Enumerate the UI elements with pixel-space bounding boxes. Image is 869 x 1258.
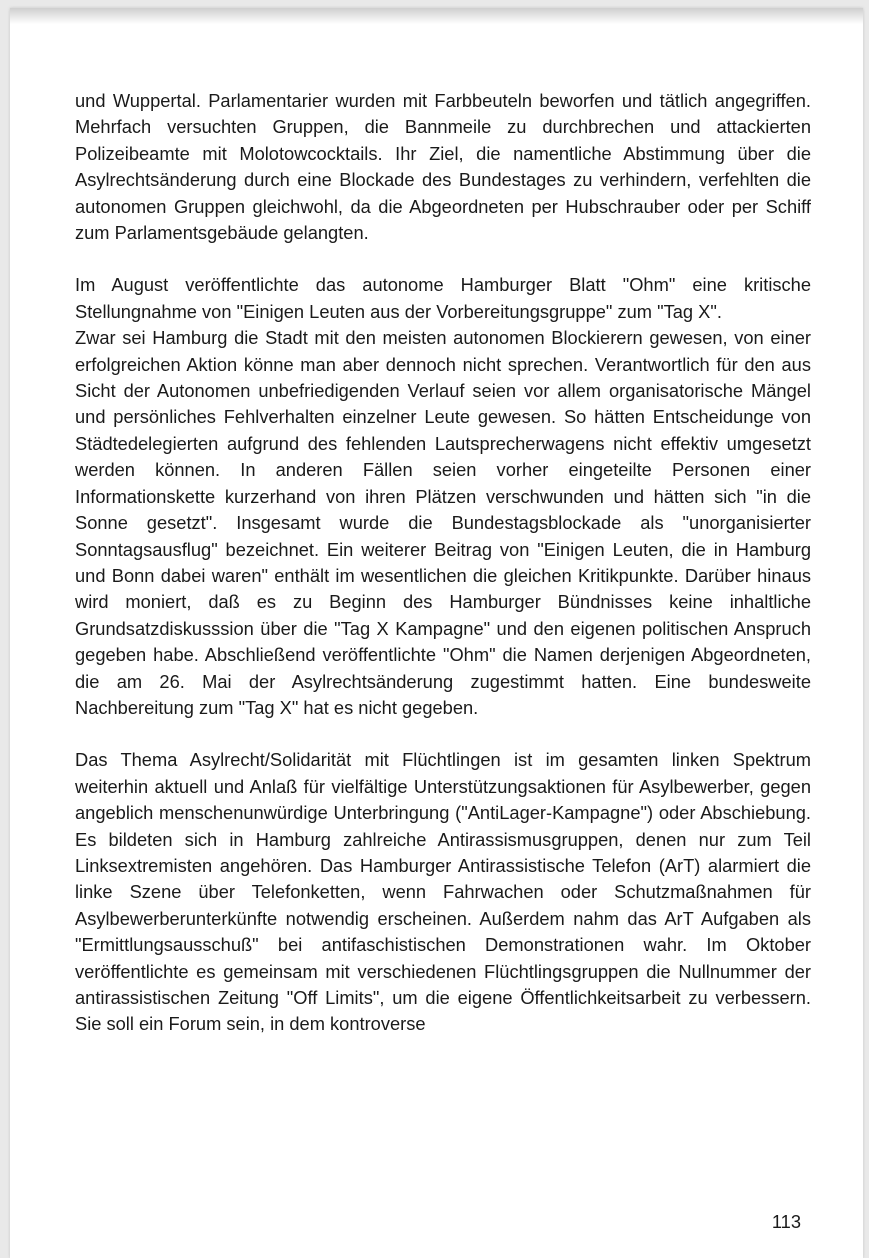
- page-number: 113: [771, 1211, 801, 1232]
- scan-edge-shadow: [10, 8, 863, 24]
- paragraph-2: Im August veröffentlichte das autonome Hamburger Blatt "Ohm" eine kritische Stellungnahme von "Einigen Leuten aus der Vorbereitungsgruppe" zum "Tag X".: [75, 274, 811, 322]
- body-text: [75, 88, 811, 1038]
- document-page: [10, 8, 863, 1258]
- paragraph-3: Zwar sei Hamburg die Stadt mit den meisten autonomen Blockierern gewesen, von einer erfolgreichen Aktion könne man aber dennoch nicht sprechen. Verantwortlich für den aus Sicht der Autonomen unbefriedigenden Verlauf seien vor allem organisatorische Mängel und persönliches Fehlverhalten einzelner Leute gewesen. So hätten Entscheidunge von Städtedelegierten aufgrund des fehlenden Lautsprecherwagens nicht effektiv umgesetzt werden können. In anderen Fällen seien vorher eingeteilte Personen einer Informationskette kurzerhand von ihren Plätzen verschwunden und hätten sich "in die Sonne gesetzt". Insgesamt wurde die Bundestagsblockade als "unorganisierter Sonntagsausflug" bezeichnet. Ein weiterer Beitrag von "Einigen Leuten, die in Hamburg und Bonn dabei waren" enthält im wesentlichen die gleichen Kritikpunkte. Darüber hinaus wird moniert, daß es zu Beginn des Hamburger Bündnisses keine inhaltliche Grundsatzdiskusssion über die "Tag X Kampagne" und den eigenen politischen Anspruch gegeben habe. Abschließend veröffentlichte "Ohm" die Namen derjenigen Abgeordneten, die am 26. Mai der Asylrechtsänderung zugestimmt hatten. Eine bundesweite Nachbereitung zum "Tag X" hat es nicht gegeben.: [75, 327, 811, 718]
- paragraph-1: und Wuppertal. Parlamentarier wurden mit Farbbeuteln beworfen und tätlich angegriffen. Mehrfach versuchten Gruppen, die Bannmeile zu durchbrechen und attackierten Polizeibeamte mit Molotowcocktails. Ihr Ziel, die namentliche Abstimmung über die Asylrechtsänderung durch eine Blockade des Bundestages zu verhindern, verfehlten die autonomen Gruppen gleichwohl, da die Abgeordneten per Hubschrauber oder per Schiff zum Parlamentsgebäude gelangten.: [75, 90, 811, 244]
- paragraph-4: Das Thema Asylrecht/Solidarität mit Flüchtlingen ist im gesamten linken Spektrum weiterhin aktuell und Anlaß für vielfältige Unterstützungsaktionen für Asylbewerber, gegen angeblich menschenunwürdige Unterbringung ("AntiLager-Kampagne") oder Abschiebung. Es bildeten sich in Hamburg zahlreiche Antirassismusgruppen, denen nur zum Teil Linksextremisten angehören. Das Hamburger Antirassistische Telefon (ArT) alarmiert die linke Szene über Telefonketten, wenn Fahrwachen oder Schutzmaßnahmen für Asylbewerberunterkünfte notwendig erscheinen. Außerdem nahm das ArT Aufgaben als "Ermittlungsausschuß" bei antifaschistischen Demonstrationen wahr. Im Oktober veröffentlichte es gemeinsam mit verschiedenen Flüchtlingsgruppen die Nullnummer der antirassistischen Zeitung "Off Limits", um die eigene Öffentlichkeitsarbeit zu verbessern. Sie soll ein Forum sein, in dem kontroverse: [75, 749, 811, 1035]
